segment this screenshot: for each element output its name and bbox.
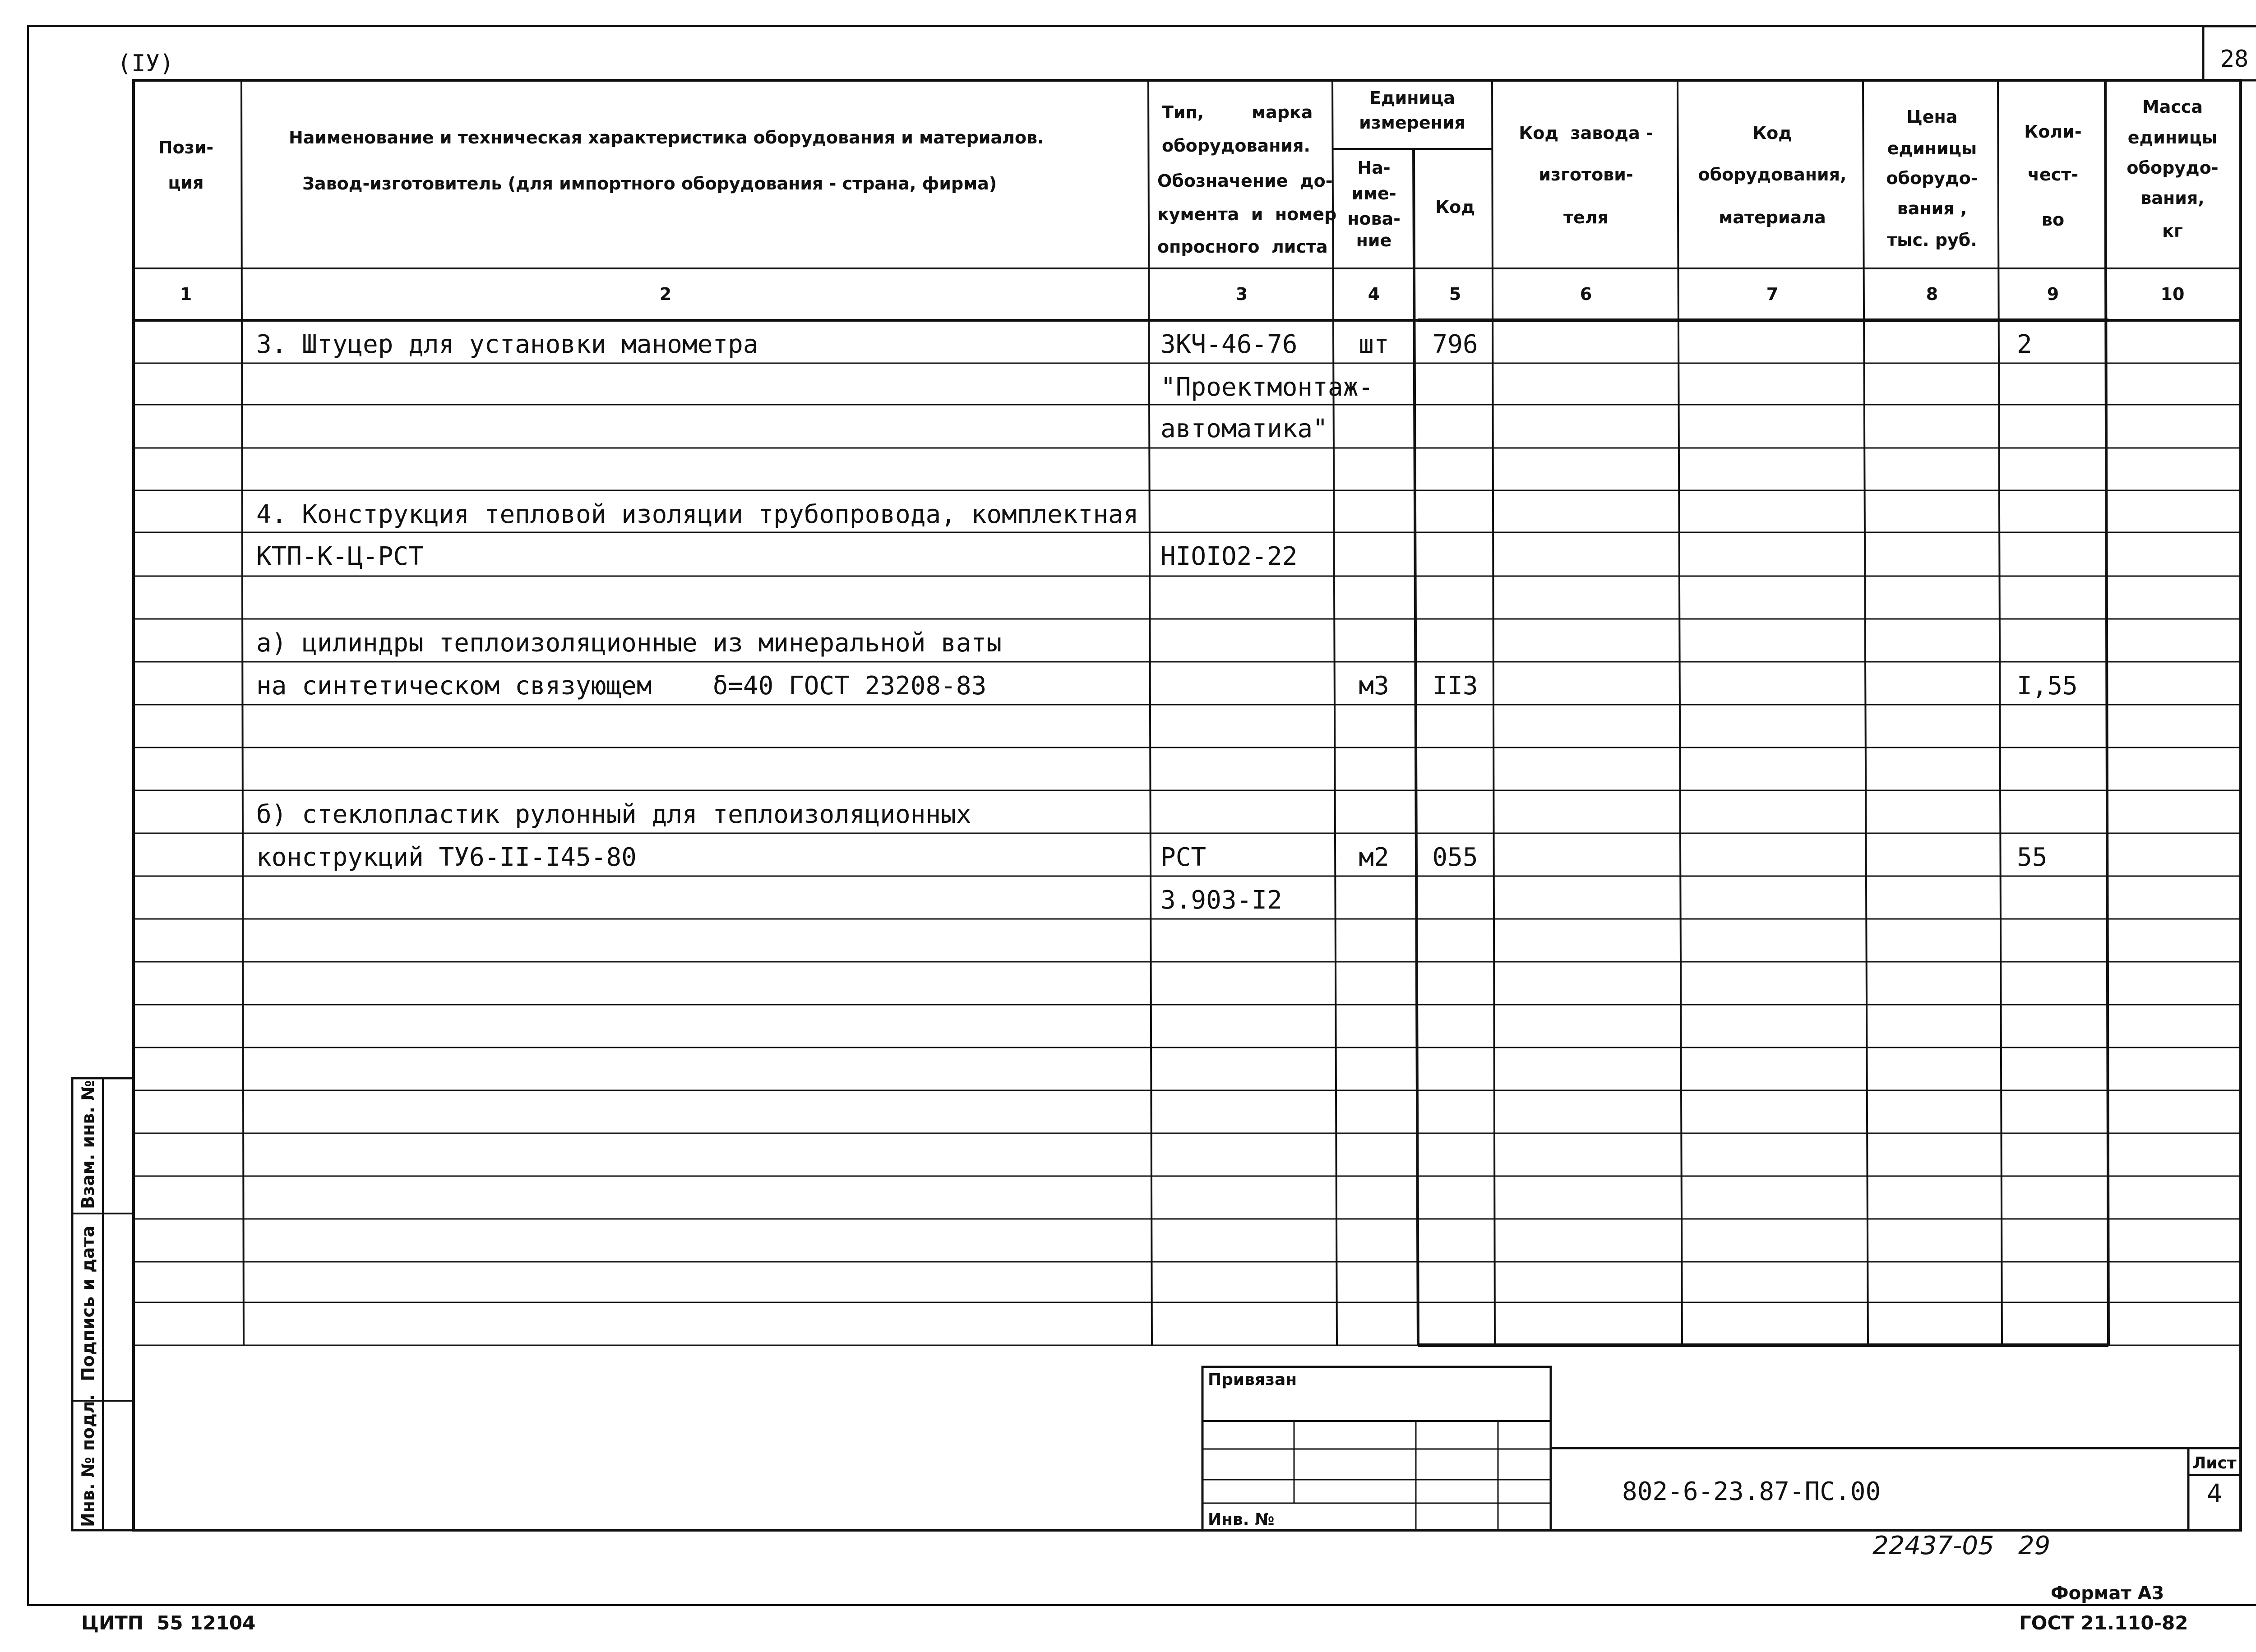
col-num-1: 1: [180, 284, 192, 304]
printer-label: ЦИТП 55 12104: [81, 1612, 256, 1634]
cell-name: а) цилиндры теплоизоляционные из минеральной ваты: [256, 628, 1002, 658]
cell-code: 055: [1432, 843, 1478, 872]
cell-name: на синтетическом связующем δ=40 ГОСТ 23208-83: [256, 671, 987, 701]
stamp-list-num: 4: [2207, 1479, 2222, 1509]
hdr-mfr-3: теля: [1563, 208, 1609, 227]
hdr-mass-5: кг: [2162, 221, 2183, 241]
hdr-price-2: единицы: [1887, 138, 1977, 158]
hdr-unitname-3: нова-: [1347, 209, 1401, 229]
col-num-10: 10: [2160, 284, 2185, 304]
hdr-mfr-1: Код завода -: [1519, 123, 1653, 143]
hdr-type-3: Обозначение до-: [1157, 171, 1333, 191]
table-row: [256, 843, 2047, 872]
hdr-qty-2: чест-: [2027, 165, 2079, 185]
stamp-doc-code: 802-6-23.87-ПС.00: [1622, 1477, 1881, 1506]
col-num-7: 7: [1766, 284, 1779, 304]
gost-label: ГОСТ 21.110-82: [2019, 1612, 2188, 1634]
cell-type: ЗКЧ-46-76: [1160, 330, 1298, 359]
table-row: [1160, 886, 1282, 915]
hdr-mass-1: Масса: [2142, 97, 2203, 117]
hdr-type-5: опросного листа: [1157, 237, 1328, 257]
hdr-price-4: вания ,: [1897, 198, 1967, 218]
hdr-unit-1: Единица: [1369, 88, 1455, 108]
format-label: Формат А3: [2051, 1583, 2164, 1604]
cell-type: РСТ: [1160, 843, 1207, 872]
hdr-unitname-1: На-: [1357, 158, 1391, 178]
cell-unit: м3: [1359, 671, 1389, 701]
table-grid: [134, 80, 2241, 1345]
hdr-name-1: Наименование и техническая характеристика оборудования и материалов.: [289, 128, 1044, 148]
hdr-pos-2: ция: [168, 173, 204, 193]
col-num-2: 2: [659, 284, 672, 304]
hdr-name-2: Завод-изготовитель (для импортного оборудования - страна, фирма): [302, 174, 997, 194]
cell-qty: 55: [2017, 843, 2048, 872]
col-num-5: 5: [1449, 284, 1461, 304]
hdr-type-4: кумента и номер: [1157, 204, 1337, 224]
hdr-equip-1: Код: [1752, 123, 1792, 143]
hdr-pos-1: Пози-: [158, 138, 214, 157]
table-row: [256, 628, 1002, 658]
hdr-type-1: Тип, марка: [1162, 102, 1313, 122]
cell-code: II3: [1432, 671, 1478, 701]
handwritten-number: 22437-05 29: [1872, 1531, 2051, 1560]
stamp-privyazan: Привязан: [1208, 1371, 1297, 1389]
table-row: [256, 800, 971, 829]
cell-qty: 2: [2017, 330, 2032, 359]
table-row: [256, 330, 2032, 359]
hdr-type-2: оборудования.: [1162, 136, 1310, 156]
side-label-podpis: Подпись и дата: [78, 1225, 98, 1381]
cell-code: 796: [1432, 330, 1478, 359]
cell-qty: I,55: [2017, 671, 2078, 701]
side-label-invpodl: Инв. № подл.: [78, 1394, 98, 1527]
hdr-unitcode: Код: [1435, 197, 1475, 217]
cell-name: конструкций ТУ6-II-I45-80: [256, 843, 637, 872]
stamp-grid: [134, 1367, 2241, 1530]
hdr-equip-3: материала: [1719, 208, 1826, 227]
hdr-mfr-2: изготови-: [1539, 165, 1633, 185]
hdr-price-5: тыс. руб.: [1887, 230, 1977, 250]
hdr-price-1: Цена: [1906, 107, 1958, 127]
col-num-6: 6: [1580, 284, 1592, 304]
hdr-qty-3: во: [2041, 210, 2065, 230]
table-body: [256, 330, 2078, 915]
table-row: [256, 542, 1297, 571]
cell-type: "Проектмонтаж-: [1160, 373, 1374, 402]
hdr-equip-2: оборудования,: [1698, 165, 1847, 185]
corner-tag: (IУ): [117, 50, 174, 77]
stamp-list-label: Лист: [2192, 1454, 2237, 1472]
col-num-4: 4: [1368, 284, 1380, 304]
hdr-unitname-2: име-: [1351, 184, 1396, 203]
col-num-8: 8: [1926, 284, 1938, 304]
cell-type: автоматика": [1160, 414, 1328, 443]
hdr-unitname-4: ние: [1356, 231, 1392, 250]
table-row: [256, 671, 2078, 701]
cell-unit: м2: [1359, 843, 1389, 872]
cell-unit: шт: [1359, 330, 1389, 359]
table-row: [256, 500, 1138, 529]
col-num-3: 3: [1235, 284, 1248, 304]
hdr-unit-2: измерения: [1359, 113, 1465, 133]
cell-name: 3. Штуцер для установки манометра: [256, 330, 758, 359]
hdr-mass-2: единицы: [2127, 128, 2218, 148]
side-label-vzam: Взам. инв. №: [78, 1080, 98, 1209]
hdr-mass-4: вания,: [2140, 188, 2205, 208]
hdr-price-3: оборудо-: [1886, 168, 1978, 188]
cell-type: 3.903-I2: [1160, 886, 1282, 915]
cell-name: б) стеклопластик рулонный для теплоизоляционных: [256, 800, 971, 829]
table-row: [1160, 414, 1328, 443]
hdr-qty-1: Коли-: [2024, 122, 2082, 142]
table-row: [1160, 373, 1373, 402]
hdr-mass-3: оборудо-: [2127, 158, 2219, 178]
page-number: 28: [2220, 46, 2249, 73]
cell-name: КТП-К-Ц-РСТ: [256, 542, 424, 571]
stamp-inv: Инв. №: [1208, 1510, 1275, 1529]
col-num-9: 9: [2047, 284, 2059, 304]
cell-name: 4. Конструкция тепловой изоляции трубопровода, комплектная: [256, 500, 1139, 529]
cell-type: НIОIО2-22: [1160, 542, 1298, 571]
